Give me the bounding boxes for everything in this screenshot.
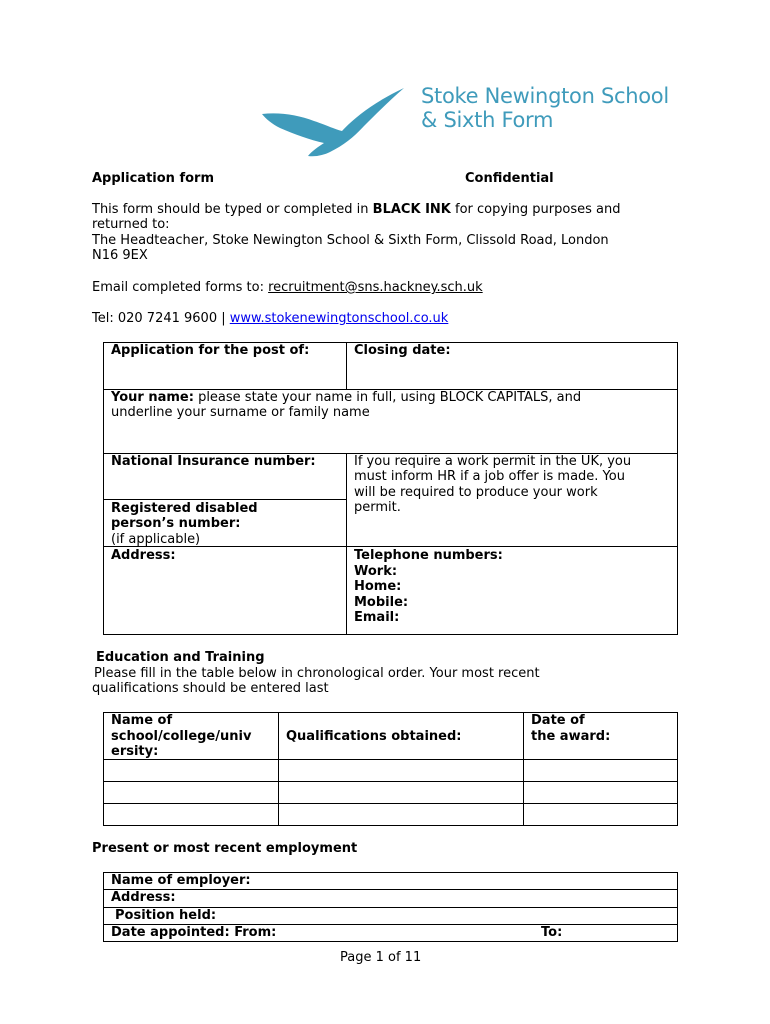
employer-name-label: Name of employer: (111, 873, 251, 888)
tel-line (92, 311, 448, 327)
home-phone-label: Home: (354, 579, 402, 594)
education-instructions2: qualifications should be entered last (92, 681, 329, 696)
award-date-column-header2: the award: (531, 729, 611, 744)
education-cell-2-3[interactable] (524, 782, 677, 803)
instructions-pre: This form should be typed or completed in (92, 202, 373, 217)
instructions-line2: returned to: (92, 217, 170, 232)
disabled-number-label2: person’s number: (111, 516, 241, 531)
school-column-header1: Name of (111, 713, 173, 728)
award-date-column-header1: Date of (531, 713, 585, 728)
school-name-line1: Stoke Newington School (421, 84, 669, 108)
email-link[interactable]: recruitment@sns.hackney.sch.uk (268, 280, 483, 295)
education-heading: Education and Training (96, 650, 265, 665)
your-name-text: please state your name in full, using BLOCK CAPITALS, and (193, 390, 582, 405)
your-name-line2: underline your surname or family name (111, 405, 370, 420)
instructions-post: for copying purposes and (450, 202, 621, 217)
permit-line3: will be required to produce your work (354, 485, 598, 500)
date-appointed-to-label: To: (541, 925, 563, 940)
your-name-instructions (111, 390, 581, 406)
employer-address-label: Address: (111, 890, 176, 905)
contact-email-label: Email: (354, 610, 400, 625)
education-cell-1-1[interactable] (104, 760, 278, 781)
bird-logo-icon (258, 84, 408, 158)
permit-line4: permit. (354, 500, 401, 515)
permit-line1: If you require a work permit in the UK, you (354, 454, 632, 469)
closing-date-label: Closing date: (354, 343, 451, 358)
email-line (92, 280, 483, 296)
tel-label: Tel: 020 7241 9600 | (92, 311, 230, 326)
work-phone-label: Work: (354, 564, 398, 579)
permit-line2: must inform HR if a job offer is made. You (354, 469, 625, 484)
disabled-number-label1: Registered disabled (111, 501, 258, 516)
date-appointed-from-label: Date appointed: From: (111, 925, 277, 940)
divider (103, 889, 678, 890)
instructions-black-ink: BLACK INK (372, 202, 451, 217)
education-instructions1: Please fill in the table below in chronological order. Your most recent (94, 666, 540, 681)
your-name-label: Your name: (111, 390, 194, 405)
school-column-header2: school/college/univ (111, 729, 252, 744)
education-cell-3-3[interactable] (524, 804, 677, 825)
divider (346, 342, 347, 390)
education-cell-2-2[interactable] (279, 782, 523, 803)
form-title: Application form (92, 171, 214, 186)
return-address-line2: N16 9EX (92, 248, 148, 263)
disabled-number-note: (if applicable) (111, 532, 201, 547)
email-label: Email completed forms to: (92, 280, 269, 295)
post-applied-label: Application for the post of: (111, 343, 310, 358)
position-held-label: Position held: (115, 908, 217, 923)
employment-heading: Present or most recent employment (92, 841, 358, 856)
education-cell-1-2[interactable] (279, 760, 523, 781)
ni-number-label: National Insurance number: (111, 454, 316, 469)
telephone-numbers-label: Telephone numbers: (354, 548, 503, 563)
divider (346, 453, 347, 635)
return-address-line1: The Headteacher, Stoke Newington School & Sixth Form, Clissold Road, London (92, 233, 609, 248)
mobile-phone-label: Mobile: (354, 595, 409, 610)
page-number: Page 1 of 11 (340, 950, 422, 965)
school-column-header3: ersity: (111, 744, 159, 759)
address-label: Address: (111, 548, 176, 563)
website-link[interactable]: www.stokenewingtonschool.co.uk (229, 311, 449, 326)
education-cell-3-1[interactable] (104, 804, 278, 825)
instructions (92, 202, 620, 218)
education-cell-3-2[interactable] (279, 804, 523, 825)
qualifications-column-header: Qualifications obtained: (286, 729, 462, 744)
divider (103, 499, 346, 500)
education-cell-2-1[interactable] (104, 782, 278, 803)
school-name-line2: & Sixth Form (421, 108, 554, 132)
confidential-label: Confidential (465, 171, 554, 186)
education-cell-1-3[interactable] (524, 760, 677, 781)
